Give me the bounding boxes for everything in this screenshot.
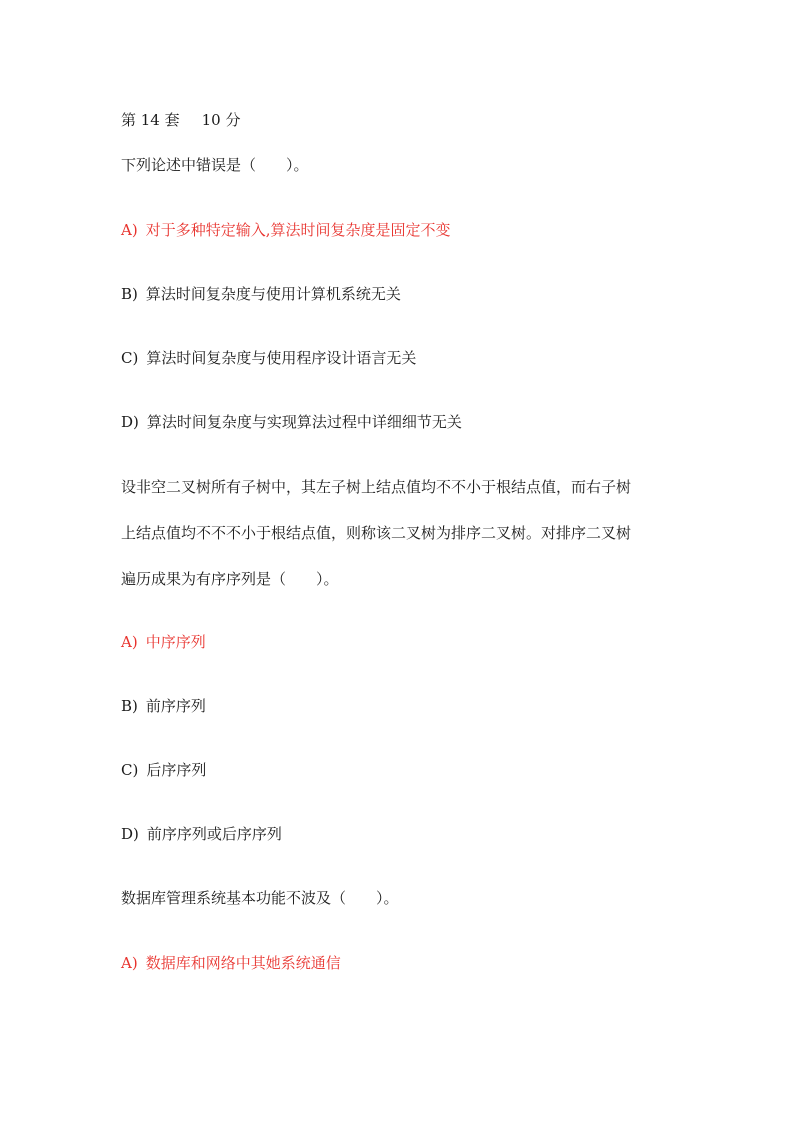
option-text: 算法时间复杂度与使用计算机系统无关 xyxy=(145,285,401,303)
option-text: 算法时间复杂度与实现算法过程中详细细节无关 xyxy=(146,413,462,431)
question-2-option-c xyxy=(121,760,206,780)
option-letter: D) xyxy=(121,825,139,843)
question-2-option-d xyxy=(121,824,282,844)
option-letter: B) xyxy=(121,285,138,303)
option-text: 数据库和网络中其她系统通信 xyxy=(145,954,341,972)
option-letter: C) xyxy=(121,761,139,779)
question-3-stem: 数据库管理系统基本功能不波及（ ）。 xyxy=(121,889,399,907)
option-text: 中序序列 xyxy=(145,633,206,651)
question-1-stem: 下列论述中错误是（ ）。 xyxy=(121,156,309,174)
question-1-option-c xyxy=(121,348,416,368)
question-2-stem-line-2: 上结点值均不不不小于根结点值，则称该二叉树为排序二叉树。对排序二叉树 xyxy=(121,524,632,542)
option-text: 后序序列 xyxy=(146,761,207,779)
set-header xyxy=(121,110,240,130)
question-3-option-a xyxy=(121,953,341,973)
option-letter: D) xyxy=(121,413,139,431)
option-letter: A) xyxy=(121,633,138,651)
option-letter: A) xyxy=(121,221,138,239)
option-letter: A) xyxy=(121,954,138,972)
score-label: 10 分 xyxy=(201,111,241,129)
option-letter: B) xyxy=(121,697,138,715)
option-text: 前序序列或后序序列 xyxy=(146,825,282,843)
question-1-option-d xyxy=(121,412,462,432)
option-letter: C) xyxy=(121,349,139,367)
question-2-option-b xyxy=(121,696,206,716)
set-label: 第 14 套 xyxy=(121,111,180,129)
question-1-option-b xyxy=(121,284,401,304)
question-2-stem-line-1: 设非空二叉树所有子树中，其左子树上结点值均不不小于根结点值，而右子树 xyxy=(121,478,632,496)
option-text: 对于多种特定输入,算法时间复杂度是固定不变 xyxy=(145,221,451,239)
question-1-option-a xyxy=(121,220,450,240)
option-text: 算法时间复杂度与使用程序设计语言无关 xyxy=(146,349,417,367)
option-text: 前序序列 xyxy=(145,697,206,715)
question-2-stem-line-3: 遍历成果为有序序列是（ ）。 xyxy=(121,570,339,588)
question-2-option-a xyxy=(121,632,206,652)
